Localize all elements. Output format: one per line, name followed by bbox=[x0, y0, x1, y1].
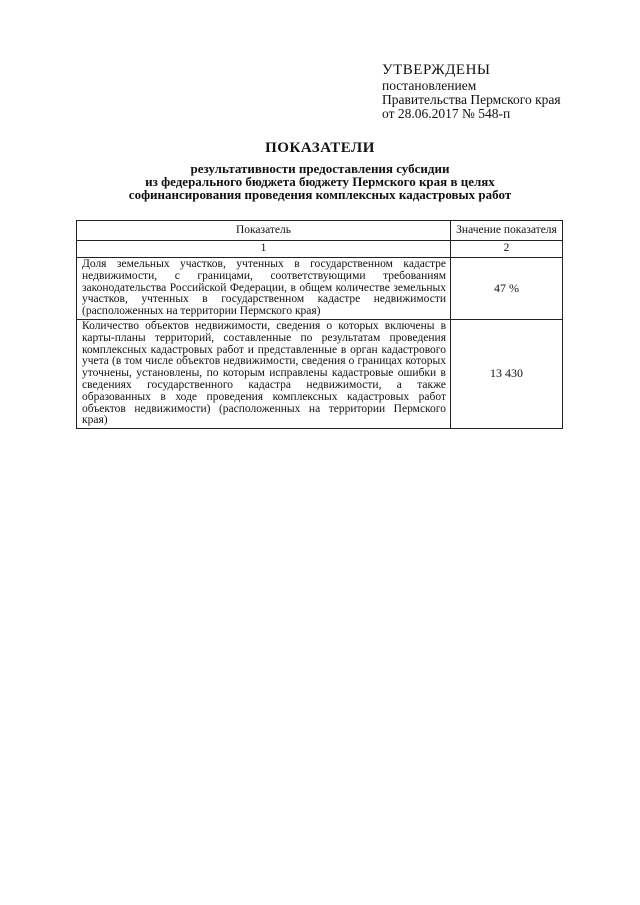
approval-line-2: Правительства Пермского края bbox=[382, 92, 561, 107]
column-number-row bbox=[77, 241, 563, 258]
header-indicator: Показатель bbox=[77, 221, 451, 241]
document-title: ПОКАЗАТЕЛИ bbox=[265, 140, 375, 156]
indicator-text: Количество объектов недвижимости, сведения о которых включены в карты-планы территорий, составленные по результатам проведения комплексных кадастровых работ и представленные в орган кадастрового учета (в том числе объектов недвижимости, сведения о границах которых уточнены, установлены, по которым исправлены кадастровые ошибки в сведениях государственного кадастра недвижимости, а также образованных в ходе проведения комплексных кадастровых работ объектов недвижимости) (расположенных на территории Пермского края) bbox=[77, 319, 451, 428]
indicators-table bbox=[76, 220, 563, 429]
subtitle-line-3: софинансирования проведения комплексных кадастровых работ bbox=[128, 187, 512, 202]
approval-line-3: от 28.06.2017 № 548-п bbox=[382, 106, 511, 121]
header-value: Значение показателя bbox=[451, 221, 563, 241]
approval-title: УТВЕРЖДЕНЫ bbox=[382, 62, 491, 78]
column-number-2: 2 bbox=[451, 241, 563, 258]
indicator-value: 13 430 bbox=[451, 319, 563, 428]
table-header-row bbox=[77, 221, 563, 241]
subtitle-line-2: из федерального бюджета бюджету Пермского края в целях bbox=[145, 174, 495, 189]
approval-line-1: постановлением bbox=[382, 78, 477, 93]
subtitle-line-1: результативности предоставления субсидии bbox=[190, 161, 450, 176]
indicator-text: Доля земельных участков, учтенных в государственном кадастре недвижимости, с границами, соответствующими требованиям законодательства Российской Федерации, в общем количестве земельных участков, учтенных в государственном кадастре недвижимости (расположенных на территории Пермского края) bbox=[77, 258, 451, 320]
approval-block bbox=[382, 62, 561, 121]
table-row bbox=[77, 258, 563, 320]
column-number-1: 1 bbox=[77, 241, 451, 258]
table-row bbox=[77, 319, 563, 428]
indicator-value: 47 % bbox=[451, 258, 563, 320]
document-subtitle bbox=[80, 162, 560, 201]
